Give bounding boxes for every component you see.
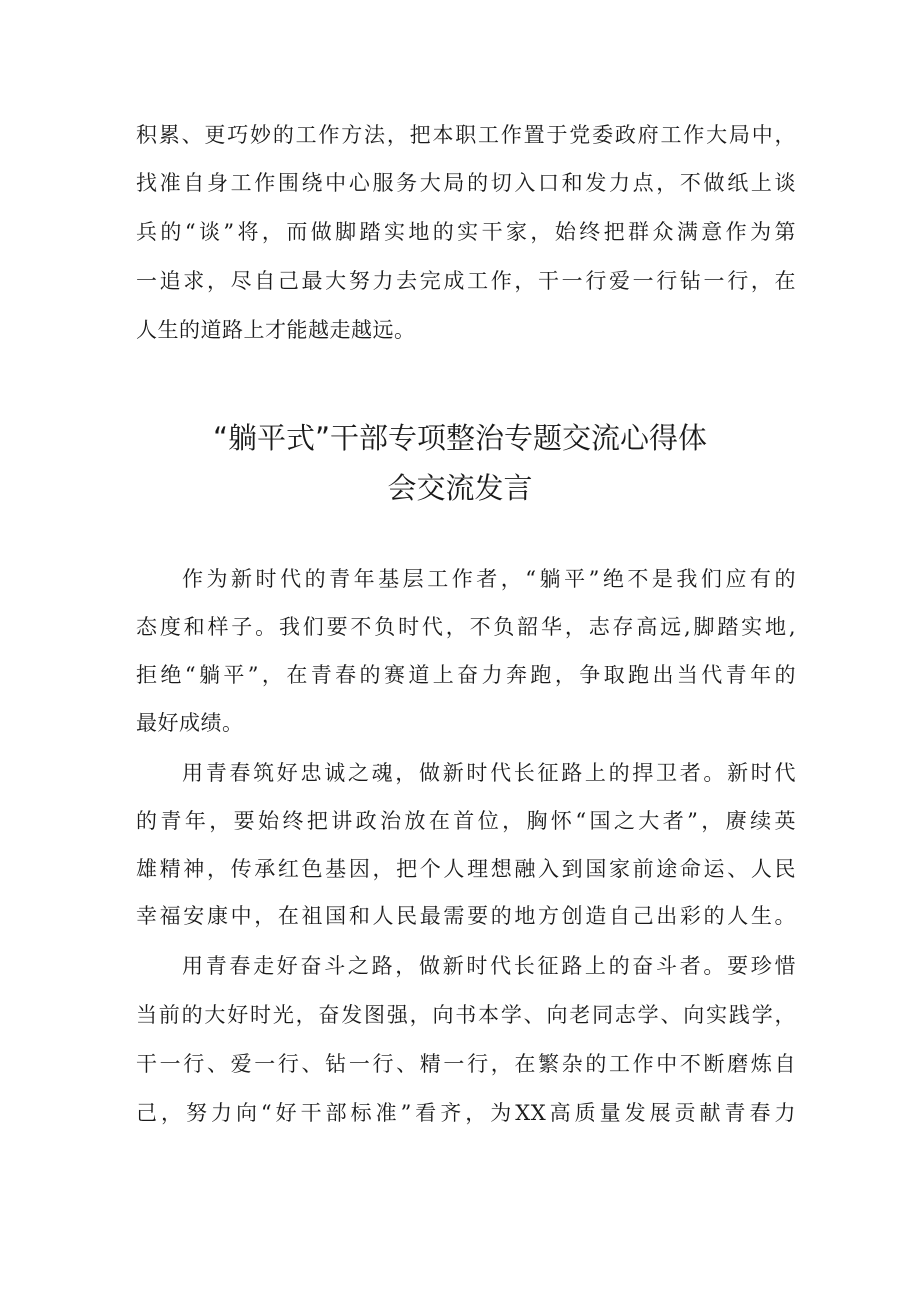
paragraph-2-line-2: 的青年，要始终把讲政治放在首位，胸怀“国之大者”，赓续英 [136,809,796,833]
intro-line-4: 一追求，尽自己最大努力去完成工作，干一行爱一行钻一行，在 [136,269,796,293]
intro-line-5: 人生的道路上才能越走越远。 [136,318,416,342]
paragraph-3-line-1: 用青春走好奋斗之路，做新时代长征路上的奋斗者。要珍惜 [182,954,796,978]
paragraph-3-line-3: 干一行、爱一行、钻一行、精一行，在繁杂的工作中不断磨炼自 [136,1052,796,1076]
paragraph-3-line-2: 当前的大好时光，奋发图强，向书本学、向老同志学、向实践学， [136,1003,796,1027]
intro-line-3: 兵的“谈”将，而做脚踏实地的实干家，始终把群众满意作为第 [136,220,796,244]
title-line-2: 会交流发言 [387,471,533,505]
title-line-1: “躺平式”干部专项整治专题交流心得体 [212,421,708,455]
intro-line-2: 找准自身工作围绕中心服务大局的切入口和发力点，不做纸上谈 [136,171,796,195]
paragraph-2-line-3: 雄精神，传承红色基因，把个人理想融入到国家前途命运、人民 [136,857,796,881]
paragraph-1-line-4: 最好成绩。 [136,711,244,735]
paragraph-3-line-4: 己，努力向“好干部标准”看齐，为XX高质量发展贡献青春力 [136,1101,796,1125]
intro-line-1: 积累、更巧妙的工作方法，把本职工作置于党委政府工作大局中， [136,123,796,147]
paragraph-2-line-4: 幸福安康中，在祖国和人民最需要的地方创造自己出彩的人生。 [136,904,796,928]
paragraph-2-line-1: 用青春筑好忠诚之魂，做新时代长征路上的捍卫者。新时代 [182,761,796,785]
paragraph-1-line-1: 作为新时代的青年基层工作者，“躺平”绝不是我们应有的 [182,567,796,591]
paragraph-1-line-3: 拒绝“躺平”，在青春的赛道上奋力奔跑，争取跑出当代青年的 [136,663,796,687]
paragraph-1-line-2: 态度和样子。我们要不负时代，不负韶华，志存高远,脚踏实地, [136,615,796,639]
